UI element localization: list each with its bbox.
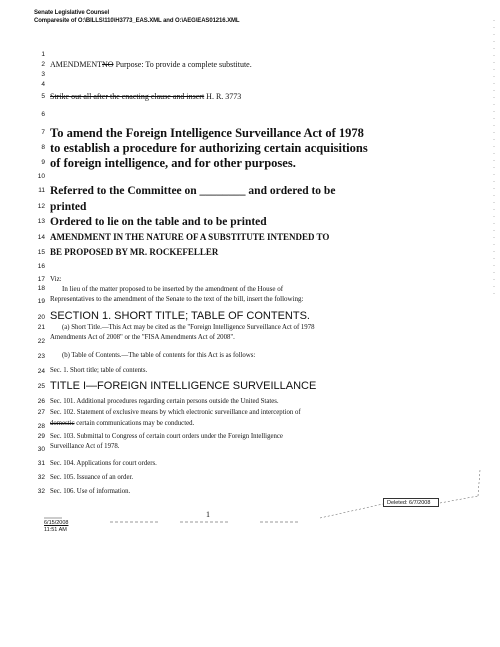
line-number: 12	[37, 203, 45, 210]
line-number: 17	[37, 276, 45, 283]
footer-date: 6/15/2008	[44, 520, 69, 526]
referral-line: Referred to the Committee on ________ and ordered to be	[50, 185, 336, 197]
viz-label: Viz:	[50, 275, 62, 283]
in-lieu-line-2: Representatives to the amendment of the Senate to the text of the bill, insert the following:	[50, 295, 304, 303]
document-header-line1: Senate Legislative Counsel	[34, 10, 110, 16]
document-header-line2: Comparesite of O:\BILLS\110\H3773_EAS.XML and O:\AEG\EAS01216.XML	[34, 18, 240, 24]
line-number: 6	[41, 111, 45, 118]
line-number: 13	[37, 218, 45, 225]
line-number: 7	[41, 129, 45, 136]
table-of-contents-intro: (b) Table of Contents.—The table of contents for this Act is as follows:	[62, 352, 256, 359]
page-number: 1	[206, 510, 210, 519]
bill-number: H. R. 3773	[204, 92, 242, 101]
line-number: 2	[41, 61, 45, 68]
line-number: 32	[37, 488, 45, 495]
long-title-line-1: To amend the Foreign Intelligence Surveillance Act of 1978	[50, 126, 364, 140]
line-number: 26	[37, 398, 45, 405]
line-number: 28	[37, 423, 45, 430]
purpose-text: Purpose: To provide a complete substitute.	[113, 60, 252, 69]
substitute-heading-line-1: AMENDMENT IN THE NATURE OF A SUBSTITUTE INTENDED TO	[50, 232, 330, 242]
line-number: 5	[41, 93, 45, 100]
line-number: 3	[41, 71, 45, 78]
title-1-heading: TITLE I—FOREIGN INTELLIGENCE SURVEILLANCE	[50, 380, 317, 392]
deleted-comment-box: Deleted: 6/7/2008	[383, 498, 439, 507]
line-number: 11	[38, 187, 45, 194]
toc-entry: Sec. 104. Applications for court orders.	[50, 460, 157, 467]
line-number: 15	[37, 249, 45, 256]
in-lieu-line-1: In lieu of the matter proposed to be inserted by the amendment of the House of	[62, 285, 284, 293]
short-title-line-1: (a) Short Title.—This Act may be cited as the "Foreign Intelligence Surveillance Act of 1978	[62, 324, 315, 331]
line-number: 32	[37, 474, 45, 481]
short-title-line-2: Amendments Act of 2008" or the "FISA Amendments Act of 2008".	[50, 334, 235, 341]
footer-time: 11:51 AM	[44, 527, 67, 533]
long-title-line-2: to establish a procedure for authorizing certain acquisitions	[50, 141, 368, 155]
line-number: 16	[37, 263, 45, 270]
toc-entry: Sec. 106. Use of information.	[50, 488, 131, 495]
toc-entry: Sec. 101. Additional procedures regarding certain persons outside the United States.	[50, 398, 279, 405]
referral-line-continued: printed	[50, 201, 87, 213]
line-number: 24	[37, 368, 45, 375]
line-number: 25	[37, 383, 45, 390]
toc-entry: Sec. 105. Issuance of an order.	[50, 474, 134, 481]
substitute-heading-line-2: BE PROPOSED BY MR. ROCKEFELLER	[50, 247, 219, 257]
section-1-heading: SECTION 1. SHORT TITLE; TABLE OF CONTENTS.	[50, 310, 310, 322]
line-number: 22	[37, 338, 45, 345]
line-number: 27	[37, 409, 45, 416]
line-number: 23	[37, 353, 45, 360]
line-number: 1	[41, 51, 45, 58]
line-number: 9	[41, 159, 45, 166]
comment-connector	[320, 504, 383, 518]
line-number: 18	[37, 285, 45, 292]
line-number: 8	[41, 144, 45, 151]
long-title-line-3: of foreign intelligence, and for other purposes.	[50, 156, 296, 170]
line-number: 30	[37, 446, 45, 453]
toc-entry: Sec. 103. Submittal to Congress of certain court orders under the Foreign Intelligence	[50, 433, 283, 440]
comment-connector	[440, 496, 478, 503]
line-number: 21	[37, 324, 45, 331]
struck-text: Strike out all after the enacting clause and insert	[50, 92, 205, 101]
line-number: 31	[37, 460, 45, 467]
table-order-line: Ordered to lie on the table and to be printed	[50, 216, 267, 228]
toc-entry-continued: Surveillance Act of 1978.	[50, 443, 120, 450]
comment-connector	[478, 470, 480, 496]
amendment-word: AMENDMENT	[50, 60, 102, 69]
line-number: 29	[37, 433, 45, 440]
line-number: 19	[37, 298, 45, 305]
toc-entry: Sec. 1. Short title; table of contents.	[50, 367, 148, 374]
struck-text: NO	[102, 60, 114, 69]
line-number: 10	[37, 173, 45, 180]
line-number: 14	[37, 234, 45, 241]
struck-text: domestic	[50, 420, 75, 427]
toc-entry: Sec. 102. Statement of exclusive means by which electronic surveillance and interception of	[50, 409, 301, 416]
line-number: 20	[37, 314, 45, 321]
line-number: 4	[41, 81, 45, 88]
toc-entry-text: certain communications may be conducted.	[74, 420, 195, 427]
